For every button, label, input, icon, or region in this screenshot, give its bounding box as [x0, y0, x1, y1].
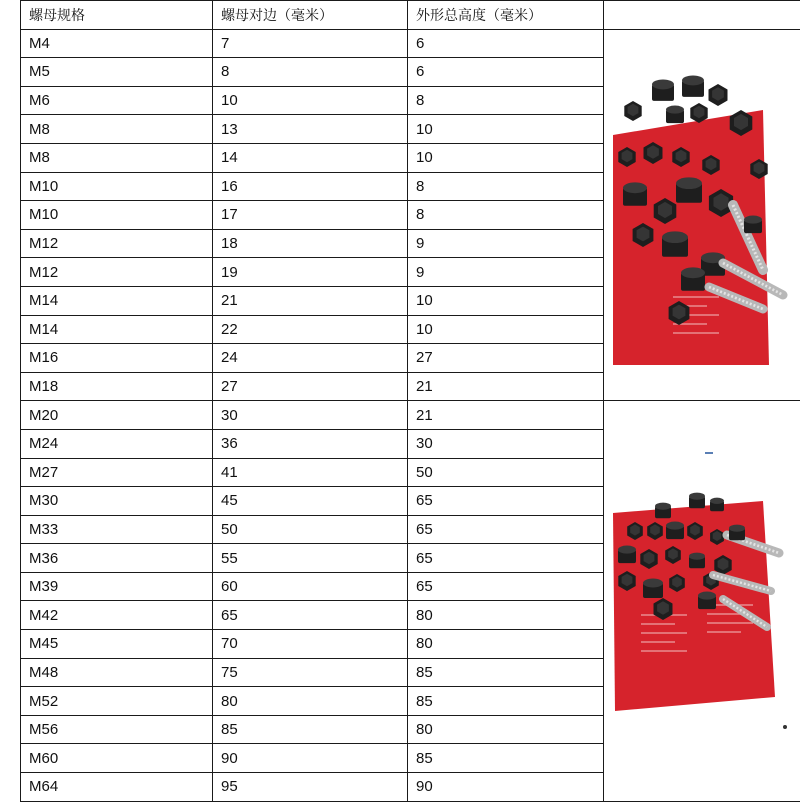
- cell-nut-size: M33: [21, 515, 213, 544]
- table-row: [21, 401, 800, 430]
- cell-nut-size: M60: [21, 744, 213, 773]
- cell-across-flats: 19: [213, 258, 408, 287]
- nut-cap: [624, 101, 641, 121]
- nut-cap: [689, 553, 705, 569]
- cell-nut-size: M10: [21, 172, 213, 201]
- nut-cap: [623, 182, 647, 205]
- nut-cap: [666, 106, 684, 124]
- cell-total-height: 65: [408, 487, 604, 516]
- cell-total-height: 10: [408, 115, 604, 144]
- cell-total-height: 10: [408, 143, 604, 172]
- nut-cap: [681, 267, 705, 290]
- cell-across-flats: 22: [213, 315, 408, 344]
- cell-total-height: 27: [408, 344, 604, 373]
- cell-nut-size: M16: [21, 344, 213, 373]
- cell-nut-size: M48: [21, 658, 213, 687]
- nut-cap: [709, 84, 728, 106]
- product-photo-nut-caps-with-bolts-on-red-card: [613, 451, 791, 751]
- cell-across-flats: 13: [213, 115, 408, 144]
- cell-nut-size: M6: [21, 86, 213, 115]
- cell-across-flats: 10: [213, 86, 408, 115]
- cell-nut-size: M39: [21, 572, 213, 601]
- cell-total-height: 85: [408, 687, 604, 716]
- cell-across-flats: 50: [213, 515, 408, 544]
- cell-nut-size: M36: [21, 544, 213, 573]
- nut-cap: [618, 546, 636, 564]
- cell-across-flats: 45: [213, 487, 408, 516]
- nut-cap: [729, 525, 745, 541]
- nut-cap: [676, 177, 702, 202]
- cell-total-height: 80: [408, 601, 604, 630]
- nut-cap: [689, 493, 705, 509]
- nut-cap: [710, 498, 724, 512]
- cell-nut-size: M10: [21, 201, 213, 230]
- cell-total-height: 90: [408, 773, 604, 802]
- cell-across-flats: 55: [213, 544, 408, 573]
- spec-sheet: [20, 0, 800, 800]
- nut-cap: [698, 592, 716, 610]
- cell-total-height: 85: [408, 744, 604, 773]
- cell-across-flats: 7: [213, 29, 408, 58]
- cell-across-flats: 41: [213, 458, 408, 487]
- cell-total-height: 80: [408, 715, 604, 744]
- cell-across-flats: 17: [213, 201, 408, 230]
- cell-total-height: 65: [408, 544, 604, 573]
- cell-across-flats: 70: [213, 630, 408, 659]
- cell-nut-size: M20: [21, 401, 213, 430]
- cell-total-height: 85: [408, 658, 604, 687]
- header-total-height: 外形总高度（毫米）: [408, 1, 604, 30]
- cell-across-flats: 36: [213, 429, 408, 458]
- header-across-flats: 螺母对边（毫米）: [213, 1, 408, 30]
- product-photo-black-nut-caps-on-red-card: [613, 65, 791, 365]
- table-row: [21, 29, 800, 58]
- cell-nut-size: M14: [21, 315, 213, 344]
- nut-cap: [655, 503, 671, 519]
- cell-nut-size: M4: [21, 29, 213, 58]
- cell-total-height: 30: [408, 429, 604, 458]
- cell-total-height: 8: [408, 172, 604, 201]
- cell-total-height: 6: [408, 29, 604, 58]
- nut-cap: [643, 578, 663, 598]
- cell-across-flats: 65: [213, 601, 408, 630]
- header-nut-size: 螺母规格: [21, 1, 213, 30]
- cell-total-height: 9: [408, 258, 604, 287]
- cell-across-flats: 16: [213, 172, 408, 201]
- cell-total-height: 21: [408, 401, 604, 430]
- header-photo: [604, 1, 800, 30]
- cell-nut-size: M14: [21, 286, 213, 315]
- cell-total-height: 65: [408, 515, 604, 544]
- photo-cell: [604, 401, 800, 801]
- nut-cap: [662, 231, 688, 256]
- cell-nut-size: M56: [21, 715, 213, 744]
- spec-table-body: [21, 29, 800, 801]
- cell-nut-size: M45: [21, 630, 213, 659]
- cell-nut-size: M27: [21, 458, 213, 487]
- nut-cap: [744, 216, 762, 234]
- cell-total-height: 8: [408, 86, 604, 115]
- nut-cap: [666, 522, 684, 540]
- cell-across-flats: 27: [213, 372, 408, 401]
- cell-nut-size: M18: [21, 372, 213, 401]
- nut-cap: [682, 75, 704, 96]
- cell-total-height: 80: [408, 630, 604, 659]
- header-row: [21, 1, 800, 30]
- cell-across-flats: 90: [213, 744, 408, 773]
- nut-cap-spec-table: [20, 0, 800, 802]
- cell-nut-size: M30: [21, 487, 213, 516]
- cell-total-height: 21: [408, 372, 604, 401]
- cell-nut-size: M12: [21, 229, 213, 258]
- cell-nut-size: M5: [21, 58, 213, 87]
- cell-across-flats: 24: [213, 344, 408, 373]
- cell-total-height: 50: [408, 458, 604, 487]
- cell-total-height: 8: [408, 201, 604, 230]
- cell-nut-size: M52: [21, 687, 213, 716]
- cell-total-height: 9: [408, 229, 604, 258]
- cell-across-flats: 18: [213, 229, 408, 258]
- cell-across-flats: 95: [213, 773, 408, 802]
- cell-nut-size: M8: [21, 115, 213, 144]
- cell-nut-size: M24: [21, 429, 213, 458]
- cell-across-flats: 8: [213, 58, 408, 87]
- cell-nut-size: M12: [21, 258, 213, 287]
- cell-across-flats: 75: [213, 658, 408, 687]
- cell-across-flats: 60: [213, 572, 408, 601]
- cell-across-flats: 14: [213, 143, 408, 172]
- nut-cap: [652, 79, 674, 100]
- cell-across-flats: 80: [213, 687, 408, 716]
- cell-total-height: 6: [408, 58, 604, 87]
- cell-across-flats: 21: [213, 286, 408, 315]
- cell-across-flats: 30: [213, 401, 408, 430]
- photo-cell: [604, 29, 800, 401]
- cell-nut-size: M8: [21, 143, 213, 172]
- cell-total-height: 10: [408, 286, 604, 315]
- cell-total-height: 10: [408, 315, 604, 344]
- cell-nut-size: M42: [21, 601, 213, 630]
- cell-nut-size: M64: [21, 773, 213, 802]
- cell-total-height: 65: [408, 572, 604, 601]
- cell-across-flats: 85: [213, 715, 408, 744]
